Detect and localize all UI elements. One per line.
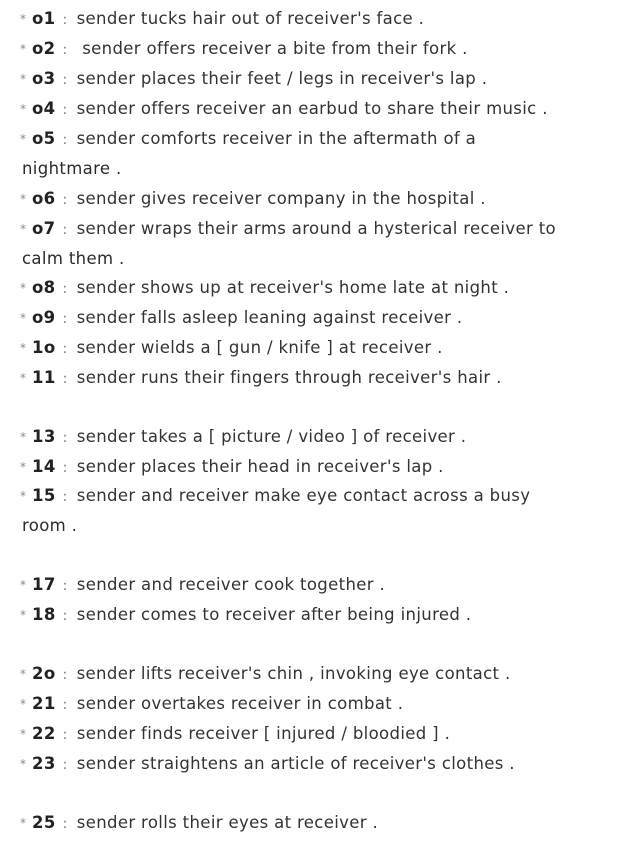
list-item: [20, 184, 630, 214]
item-number: o1: [32, 9, 56, 28]
item-separator: :: [62, 727, 68, 743]
bullet-marker: *: [20, 72, 27, 86]
item-number: 11: [32, 368, 56, 387]
item-text: sender and receiver cook together .: [76, 575, 386, 594]
bullet-marker: *: [20, 12, 27, 26]
item-text: sender places their head in receiver's lap .: [76, 457, 444, 476]
list-item: [20, 333, 630, 363]
item-text: sender tucks hair out of receiver's face .: [76, 9, 425, 28]
list-item: [20, 273, 630, 303]
item-number: o9: [32, 308, 56, 327]
item-number: o5: [32, 129, 56, 148]
item-number: 13: [32, 427, 56, 446]
item-number: o3: [32, 69, 56, 88]
item-text-continuation: room .: [22, 516, 78, 535]
item-separator: :: [62, 102, 68, 118]
list-item: [20, 808, 630, 838]
item-text: sender runs their fingers through receiver's hair .: [76, 368, 502, 387]
item-text: sender falls asleep leaning against receiver .: [76, 308, 463, 327]
item-text: sender rolls their eyes at receiver .: [76, 813, 379, 832]
list-item: [20, 303, 630, 333]
item-text: sender gives receiver company in the hospital .: [76, 189, 486, 208]
item-separator: :: [62, 430, 68, 446]
list-item: [20, 689, 630, 719]
bullet-marker: *: [20, 757, 27, 771]
list-item: [20, 214, 630, 244]
item-separator: :: [62, 578, 68, 594]
bullet-marker: *: [20, 816, 27, 830]
item-separator: :: [62, 222, 68, 238]
list-item: [20, 363, 630, 393]
item-number: o4: [32, 99, 56, 118]
item-number: 21: [32, 694, 56, 713]
list-item: [20, 452, 630, 482]
item-number: o7: [32, 219, 56, 238]
bullet-marker: *: [20, 489, 27, 503]
bullet-marker: *: [20, 281, 27, 295]
item-separator: :: [62, 608, 68, 624]
bullet-marker: *: [20, 608, 27, 622]
bullet-marker: *: [20, 132, 27, 146]
item-separator: :: [62, 341, 68, 357]
item-separator: :: [62, 132, 68, 148]
item-text: sender and receiver make eye contact across a busy: [76, 486, 531, 505]
item-text: sender takes a [ picture / video ] of receiver .: [76, 427, 467, 446]
list-item: [20, 481, 630, 511]
item-number: 1o: [32, 338, 56, 357]
item-number: 22: [32, 724, 56, 743]
bullet-marker: *: [20, 578, 27, 592]
item-number: 15: [32, 486, 56, 505]
item-separator: :: [62, 371, 68, 387]
item-text: sender lifts receiver's chin , invoking eye contact .: [76, 664, 511, 683]
list-item: [20, 749, 630, 779]
item-text: sender wields a [ gun / knife ] at receiver .: [76, 338, 443, 357]
bullet-marker: *: [20, 727, 27, 741]
bullet-marker: *: [20, 311, 27, 325]
bullet-marker: *: [20, 371, 27, 385]
item-text: sender straightens an article of receiver's clothes .: [76, 754, 515, 773]
list-item: [20, 94, 630, 124]
item-separator: :: [62, 489, 68, 505]
item-text: sender wraps their arms around a hysterical receiver to: [76, 219, 556, 238]
item-text: sender offers receiver an earbud to share their music .: [76, 99, 548, 118]
item-text: sender offers receiver a bite from their fork .: [76, 39, 468, 58]
item-separator: :: [62, 72, 68, 88]
bullet-marker: *: [20, 667, 27, 681]
list-item: [20, 4, 630, 34]
bullet-marker: *: [20, 430, 27, 444]
item-text: sender overtakes receiver in combat .: [76, 694, 404, 713]
list-item: [20, 659, 630, 689]
item-separator: :: [62, 697, 68, 713]
item-separator: :: [62, 192, 68, 208]
bullet-marker: *: [20, 102, 27, 116]
item-number: 18: [32, 605, 56, 624]
item-text: sender places their feet / legs in receiver's lap .: [76, 69, 488, 88]
item-separator: :: [62, 311, 68, 327]
bullet-marker: *: [20, 222, 27, 236]
item-separator: :: [62, 667, 68, 683]
bullet-marker: *: [20, 460, 27, 474]
item-number: 2o: [32, 664, 56, 683]
item-separator: :: [62, 816, 68, 832]
item-separator: :: [62, 460, 68, 476]
bullet-marker: *: [20, 192, 27, 206]
item-text-continuation: nightmare .: [22, 159, 122, 178]
item-text: sender comforts receiver in the aftermath of a: [76, 129, 477, 148]
item-text: sender finds receiver [ injured / bloodied ] .: [76, 724, 451, 743]
item-number: 17: [32, 575, 56, 594]
item-number: o2: [32, 39, 56, 58]
item-text: sender comes to receiver after being injured .: [76, 605, 472, 624]
bullet-marker: *: [20, 697, 27, 711]
bullet-marker: *: [20, 42, 27, 56]
list-item: [20, 64, 630, 94]
item-separator: :: [62, 12, 68, 28]
item-number: 14: [32, 457, 56, 476]
list-item: [20, 600, 630, 630]
item-number: 25: [32, 813, 56, 832]
item-separator: :: [62, 42, 68, 58]
item-text-continuation: calm them .: [22, 249, 125, 268]
item-number: 23: [32, 754, 56, 773]
item-separator: :: [62, 757, 68, 773]
item-text: sender shows up at receiver's home late at night .: [76, 278, 510, 297]
list-item: [20, 719, 630, 749]
list-item: [20, 34, 630, 64]
item-separator: :: [62, 281, 68, 297]
bullet-marker: *: [20, 341, 27, 355]
item-number: o8: [32, 278, 56, 297]
item-number: o6: [32, 189, 56, 208]
list-item: [20, 422, 630, 452]
list-item: [20, 124, 630, 154]
list-item: [20, 570, 630, 600]
